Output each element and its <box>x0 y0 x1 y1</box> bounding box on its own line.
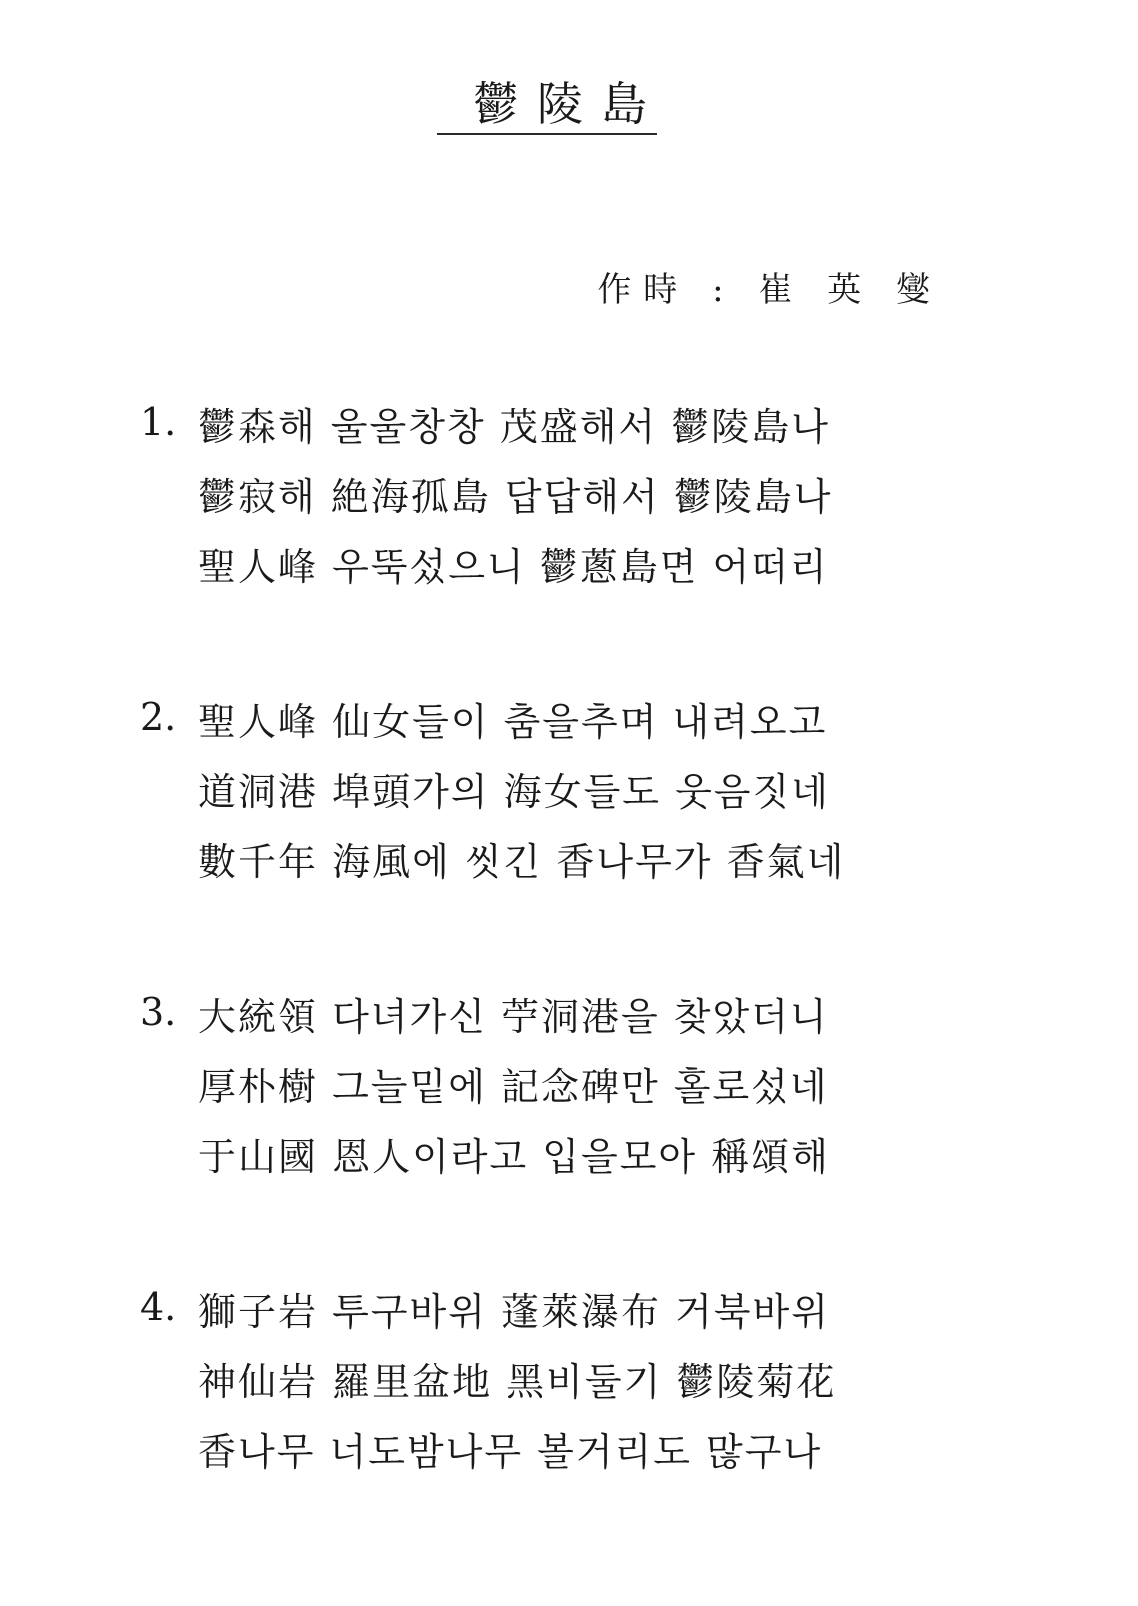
poem-line: 聖人峰 仙女들이 춤을추며 내려오고 <box>198 700 828 744</box>
stanza-lines <box>198 687 845 897</box>
stanza-number: 1. <box>140 400 177 444</box>
poem-body <box>140 392 940 1572</box>
poem-line: 大統領 다녀가신 苧洞港을 찾았더니 <box>198 995 829 1039</box>
poem-line: 鬱寂해 絶海孤島 답답해서 鬱陵島나 <box>198 475 833 519</box>
poem-line: 厚朴樹 그늘밑에 記念碑만 홀로섰네 <box>198 1065 829 1109</box>
stanza-lines <box>198 1277 836 1487</box>
stanza-lines <box>198 982 830 1192</box>
stanza-number: 4. <box>140 1285 177 1329</box>
stanza-1 <box>140 392 940 687</box>
poem-line: 數千年 海風에 씻긴 香나무가 香氣네 <box>198 840 846 884</box>
stanza-number: 2. <box>140 695 177 739</box>
poem-line: 香나무 너도밤나무 볼거리도 많구나 <box>198 1430 823 1474</box>
stanza-number: 3. <box>140 990 177 1034</box>
stanza-3 <box>140 982 940 1277</box>
stanza-2 <box>140 687 940 982</box>
stanza-lines <box>198 392 833 602</box>
poem-line: 聖人峰 우뚝섰으니 鬱蔥島면 어떠리 <box>198 545 829 589</box>
poem-line: 神仙岩 羅里盆地 黑비둘기 鬱陵菊花 <box>198 1360 837 1404</box>
page-title: 鬱陵島 <box>473 77 665 131</box>
poem-line: 道洞港 埠頭가의 海女들도 웃음짓네 <box>198 770 830 814</box>
stanza-4 <box>140 1277 940 1572</box>
poem-line: 于山國 恩人이라고 입을모아 稱頌해 <box>198 1135 830 1179</box>
title-underline <box>437 133 657 135</box>
poem-line: 鬱森해 울울창창 茂盛해서 鬱陵島나 <box>198 405 830 449</box>
poem-line: 獅子岩 투구바위 蓬萊瀑布 거북바위 <box>198 1290 830 1334</box>
author-line: 作時 : 崔 英 燮 <box>597 270 942 310</box>
